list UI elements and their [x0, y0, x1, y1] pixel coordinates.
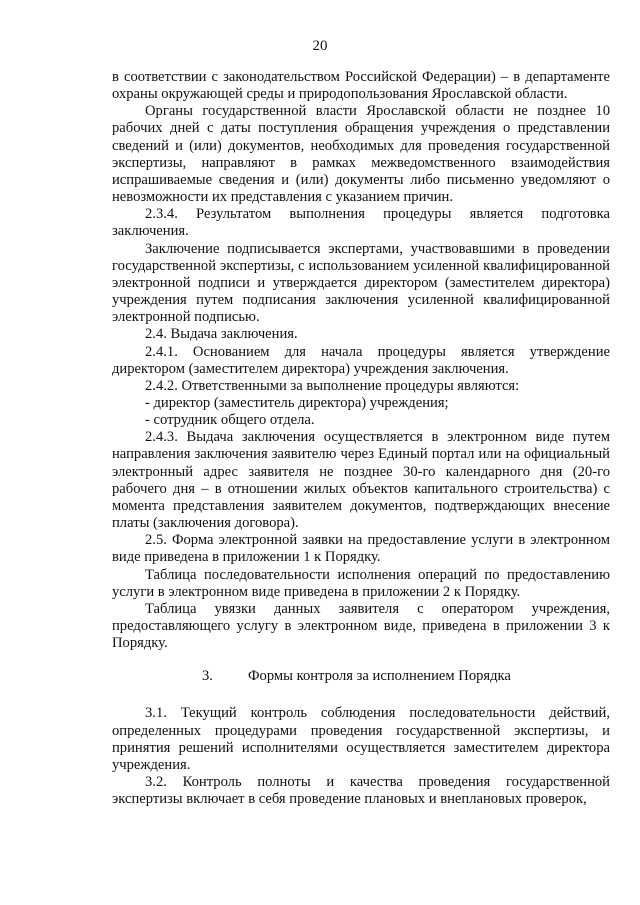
paragraph: 2.4.2. Ответственными за выполнение процедуры являются: [145, 377, 520, 394]
paragraph: - сотрудник общего отдела. [145, 412, 315, 429]
paragraph: 2.4.1. Основанием для начала процедуры является утверждение директором (заместителем директора) учреждения заключения. [112, 343, 610, 377]
paragraph: 2.4. Выдача заключения. [145, 326, 298, 343]
paragraph: Таблица последовательности исполнения операций по предоставлению услуги в электронном виде приведена в приложении 2 к Порядку. [112, 566, 610, 600]
document-body [112, 69, 610, 808]
paragraph: 2.5. Форма электронной заявки на предоставление услуги в электронном виде приведена в приложении 1 к Порядку. [112, 532, 610, 566]
paragraph: 2.4.3. Выдача заключения осуществляется в электронном виде путем направления заключения заявителю через Единый портал или на официальный электронный адрес заявителя не позднее 30-го календарного дня (20-го рабочего дня – в отношении жилых объектов капитального строительства) с момента представления заявителем документов, подтверждающих внесение платы (заключения договора). [112, 429, 610, 532]
page-number: 20 [312, 38, 328, 54]
paragraph: Таблица увязки данных заявителя с оператором учреждения, предоставляющего услугу в электронном виде, приведена в приложении 3 к Порядку. [112, 600, 610, 652]
paragraph: 3.1. Текущий контроль соблюдения последовательности действий, определенных процедурами проведения государственной экспертизы, и принятия решений исполнителями осуществляется заместителем директора учреждения. [112, 705, 610, 773]
paragraph: Заключение подписывается экспертами, участвовавшими в проведении государственной экспертизы, с использованием усиленной квалифицированной электронной подписи и утверждается директором (заместителем директора) учреждения путем подписания заключения усиленной квалифицированной электронной подписью. [112, 240, 610, 326]
section-heading [112, 668, 610, 685]
paragraph: в соответствии с законодательством Российской Федерации) – в департаменте охраны окружающей среды и природопользования Ярославской области. [112, 69, 610, 103]
paragraph: Органы государственной власти Ярославской области не позднее 10 рабочих дней с даты поступления обращения учреждения о представлении сведений и (или) документов, необходимых для проведения государственной экспертизы, направляют в рамках межведомственного взаимодействия испрашиваемые сведения и (или) документы либо письменно уведомляют о невозможности их представления с указанием причин. [112, 103, 610, 206]
section-title: Формы контроля за исполнением Порядка [248, 668, 511, 685]
section-number: 3. [202, 668, 213, 685]
paragraph: 3.2. Контроль полноты и качества проведения государственной экспертизы включает в себя проведение плановых и внеплановых проверок, [112, 774, 610, 808]
paragraph: 2.3.4. Результатом выполнения процедуры является подготовка заключения. [112, 206, 610, 240]
paragraph: - директор (заместитель директора) учреждения; [145, 394, 449, 411]
